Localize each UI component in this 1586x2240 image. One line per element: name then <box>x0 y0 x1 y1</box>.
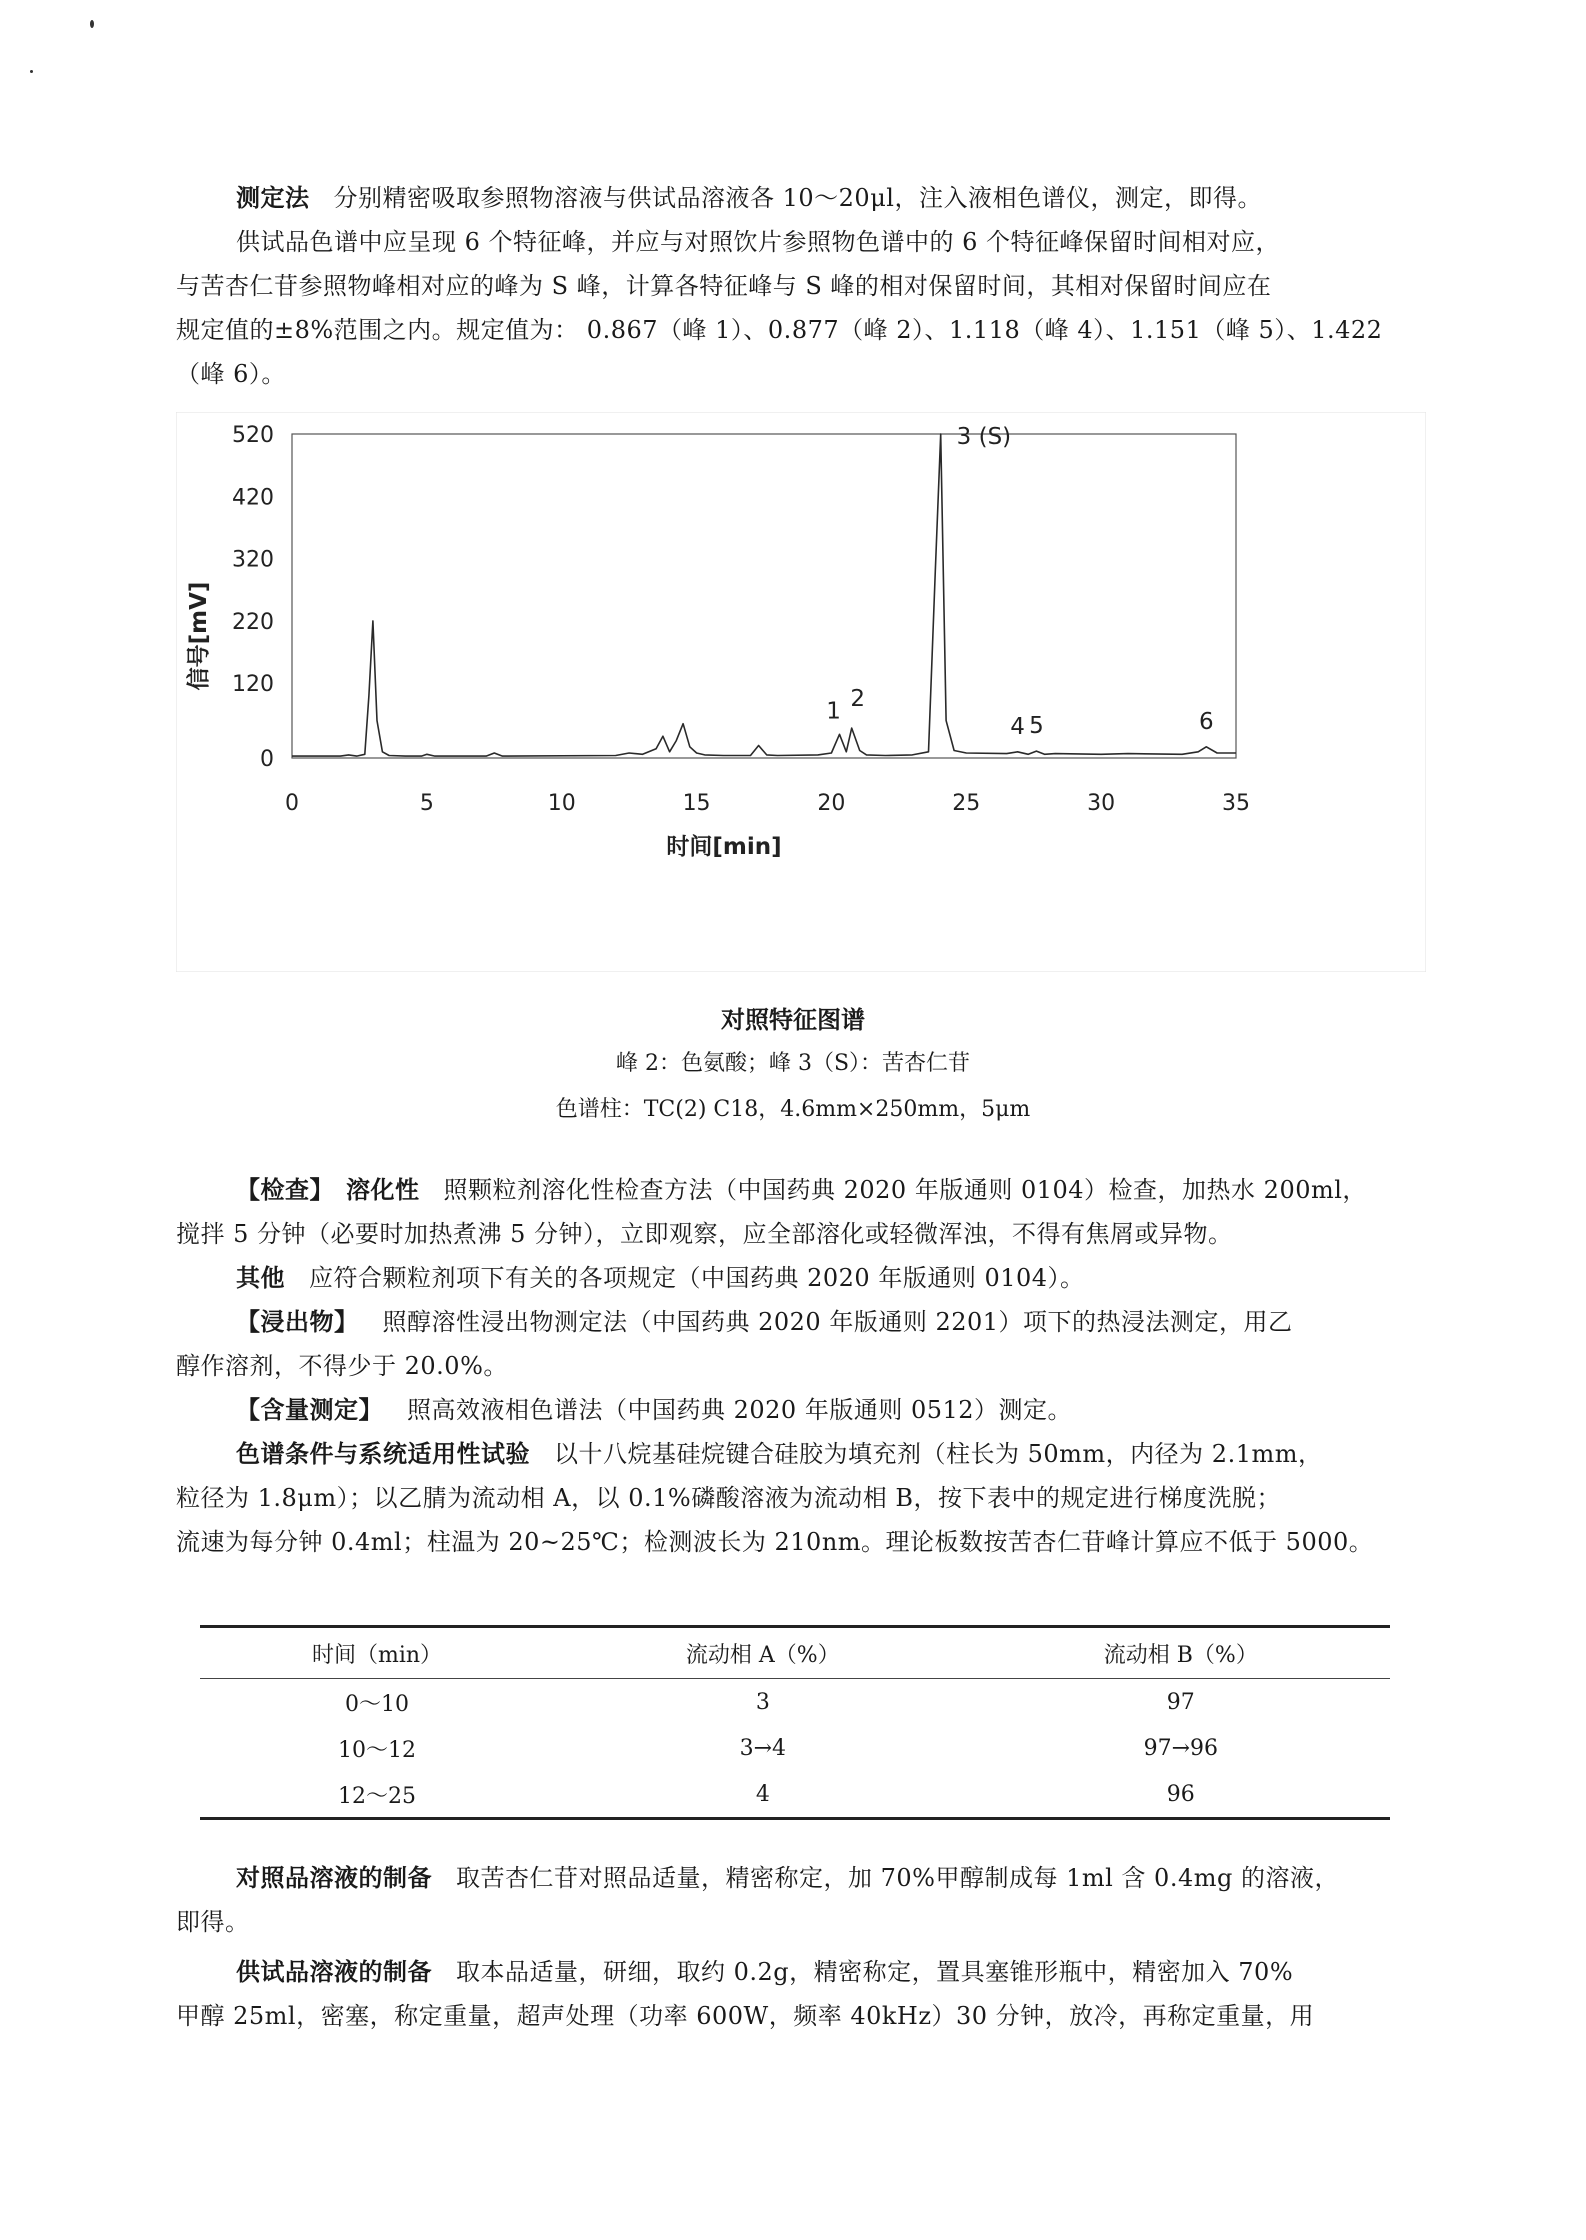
extract-line: 照醇溶性浸出物测定法（中国药典 2020 年版通则 2201）项下的热浸法测定，用乙 <box>382 1308 1293 1336</box>
chromatogram-svg <box>176 412 1426 972</box>
y-tick-label: 0 <box>260 747 274 772</box>
table-cell: 4 <box>554 1771 972 1819</box>
check-subheading: 溶化性 <box>346 1176 420 1204</box>
table-cell: 3 <box>755 1689 770 1715</box>
y-tick-label: 320 <box>232 547 274 573</box>
peak-label: 4 <box>1010 713 1025 740</box>
table-row <box>200 1771 1390 1819</box>
peak-label: 2 <box>850 686 865 713</box>
assay-line: 规定值的±8%范围之内。规定值为： 0.867（峰 1）、0.877（峰 2）、1.118（峰 4）、1.151（峰 5）、1.422 <box>176 316 1383 344</box>
x-tick-label: 30 <box>1087 791 1116 816</box>
reference-prep-heading: 对照品溶液的制备 <box>236 1864 432 1892</box>
chart-column-note: 色谱柱：TC(2) C18，4.6mm×250mm，5μm <box>555 1097 1031 1122</box>
sample-prep-line: 取本品适量，研细，取约 0.2g，精密称定，置具塞锥形瓶中，精密加入 70% <box>456 1958 1294 1986</box>
table-cell: 97 <box>1166 1689 1195 1715</box>
conditions-line: 流速为每分钟 0.4ml；柱温为 20~25℃；检测波长为 210nm。理论板数按苦杏仁苷峰计算应不低于 5000。 <box>176 1528 1374 1556</box>
table-cell: 96 <box>972 1771 1390 1819</box>
check-paragraph <box>176 1168 1416 1564</box>
reference-prep-line: 取苦杏仁苷对照品适量，精密称定，加 70%甲醇制成每 1ml 含 0.4mg 的溶液， <box>456 1864 1339 1892</box>
other-heading: 其他 <box>236 1264 285 1292</box>
conditions-line: 以十八烷基硅烷键合硅胶为填充剂（柱长为 50mm，内径为 2.1mm， <box>554 1440 1323 1468</box>
x-tick-label: 15 <box>682 791 711 816</box>
x-tick-label: 35 <box>1222 791 1250 816</box>
table-cell: 0～10 <box>345 1691 409 1717</box>
other-text: 应符合颗粒剂项下有关的各项规定（中国药典 2020 年版通则 0104）。 <box>309 1264 1085 1292</box>
conditions-line: 粒径为 1.8μm）；以乙腈为流动相 A，以 0.1%磷酸溶液为流动相 B，按下表中的规定进行梯度洗脱； <box>176 1484 1281 1512</box>
assay-line: 与苦杏仁苷参照物峰相对应的峰为 S 峰，计算各特征峰与 S 峰的相对保留时间，其相对保留时间应在 <box>176 272 1272 300</box>
sample-prep-heading: 供试品溶液的制备 <box>236 1958 432 1986</box>
table-header-cell: 流动相 B（%） <box>972 1627 1390 1679</box>
extract-line: 醇作溶剂，不得少于 20.0%。 <box>176 1352 508 1380</box>
x-tick-label: 5 <box>419 791 434 816</box>
check-line: 搅拌 5 分钟（必要时加热煮沸 5 分钟），立即观察，应全部溶化或轻微浑浊，不得有焦屑或异物。 <box>176 1220 1233 1248</box>
x-tick-label: 0 <box>285 791 299 816</box>
chart-title: 对照特征图谱 <box>721 1006 865 1034</box>
x-tick-label: 20 <box>817 791 846 816</box>
reference-prep-line: 即得。 <box>176 1908 250 1936</box>
peak-label: 5 <box>1029 713 1044 740</box>
content-text: 照高效液相色谱法（中国药典 2020 年版通则 0512）测定。 <box>407 1396 1073 1424</box>
conditions-heading: 色谱条件与系统适用性试验 <box>236 1440 530 1468</box>
check-line: 照颗粒剂溶化性检查方法（中国药典 2020 年版通则 0104）检查，加热水 200ml， <box>443 1176 1367 1204</box>
y-tick-label: 220 <box>232 609 274 635</box>
y-axis-label: 信号[mV] <box>186 581 212 691</box>
table-cell: 3→4 <box>739 1735 787 1761</box>
scan-speck <box>30 70 33 73</box>
x-tick-label: 10 <box>547 791 576 816</box>
peak-label: 3 (S) <box>956 424 1012 450</box>
table-cell: 10～12 <box>338 1737 416 1763</box>
x-axis-label: 时间[min] <box>666 834 782 860</box>
x-tick-label: 25 <box>952 791 981 816</box>
check-heading: 【检查】 <box>236 1176 334 1204</box>
table-row <box>200 1725 1390 1771</box>
table-row <box>200 1679 1390 1726</box>
sample-prep-line: 甲醇 25ml，密塞，称定重量，超声处理（功率 600W，频率 40kHz）30 分钟，放冷，再称定重量，用 <box>176 2002 1315 2030</box>
extract-heading: 【浸出物】 <box>236 1308 359 1336</box>
table-header-cell: 时间（min） <box>200 1627 554 1679</box>
chart-peaks-note: 峰 2：色氨酸；峰 3（S）：苦杏仁苷 <box>615 1051 971 1076</box>
y-tick-label: 520 <box>232 423 274 448</box>
assay-heading: 测定法 <box>236 184 310 212</box>
gradient-table <box>200 1625 1390 1820</box>
table-cell: 12～25 <box>200 1771 554 1819</box>
prep-paragraph <box>176 1856 1416 2038</box>
scan-speck <box>90 20 94 28</box>
table-header-cell: 流动相 A（%） <box>554 1627 972 1679</box>
y-tick-label: 120 <box>232 672 274 698</box>
chart-frame <box>176 412 1426 972</box>
peak-label: 6 <box>1199 708 1214 735</box>
table-cell: 97→96 <box>1143 1735 1219 1761</box>
peak-label: 1 <box>826 698 841 725</box>
assay-paragraph <box>176 176 1416 396</box>
y-tick-label: 420 <box>232 485 274 511</box>
assay-line: 供试品色谱中应呈现 6 个特征峰，并应与对照饮片参照物色谱中的 6 个特征峰保留时间相对应， <box>236 228 1281 256</box>
content-heading: 【含量测定】 <box>236 1396 383 1424</box>
assay-line: （峰 6）。 <box>176 360 286 388</box>
chromatogram-chart <box>176 412 1426 972</box>
table-header-row <box>200 1627 1390 1679</box>
assay-line: 分别精密吸取参照物溶液与供试品溶液各 10～20μl，注入液相色谱仪，测定，即得。 <box>333 184 1262 212</box>
